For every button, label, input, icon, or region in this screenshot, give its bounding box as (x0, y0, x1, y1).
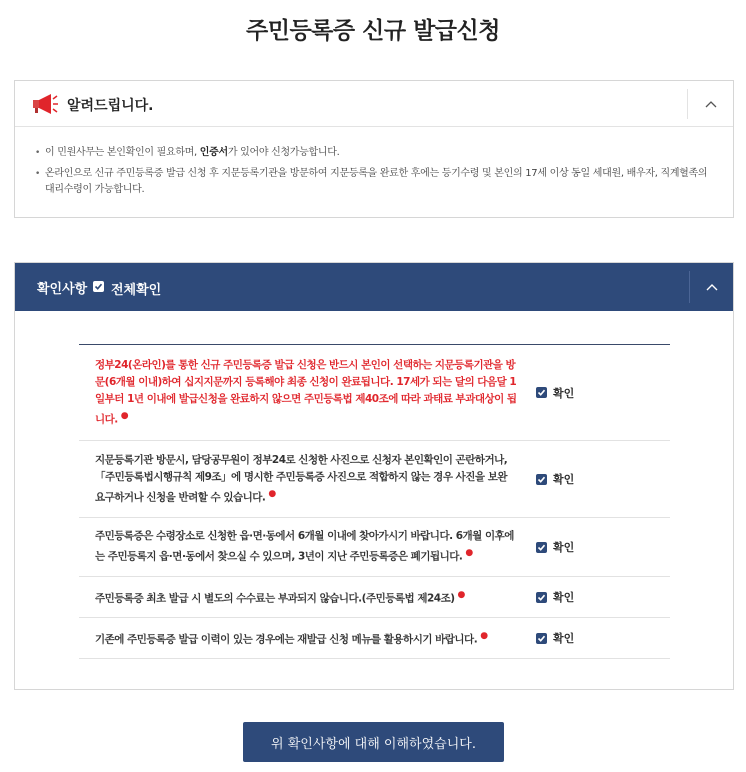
confirm-item-checkbox[interactable]: 확인 (536, 589, 574, 605)
checkbox-checked-icon (536, 474, 547, 485)
confirm-item-checkbox[interactable]: 확인 (536, 539, 574, 555)
checkbox-checked-icon (536, 387, 547, 398)
notice-collapse-button[interactable] (687, 89, 733, 119)
notice-item: • 이 민원사무는 본인확인이 필요하며, 인증서가 있어야 신청가능합니다. (35, 145, 715, 161)
confirm-item (79, 345, 670, 441)
checkbox-checked-icon (536, 592, 547, 603)
notice-item: • 온라인으로 신규 주민등록증 발급 신청 후 지문등록기관을 방문하여 지문등록을 완료한 후에는 등기수령 및 본인의 17세 이상 동일 세대원, 배우자, 직계혈족의 대리수령이 가능합니다. (35, 166, 715, 198)
select-all-label[interactable]: 전체확인 (111, 283, 162, 298)
required-dot: ● (465, 548, 473, 559)
checkbox-checked-icon (536, 542, 547, 553)
chevron-up-icon (706, 283, 718, 291)
confirm-item-text: 기존에 주민등록증 발급 이력이 있는 경우에는 재발급 신청 메뉴를 활용하시기 바랍니다. ● (95, 630, 488, 646)
select-all-checkbox[interactable] (93, 281, 104, 292)
confirm-item (79, 618, 670, 659)
confirm-item-text: 주민등록증 최초 발급 시 별도의 수수료는 부과되지 않습니다.(주민등록법 제24조) ● (95, 589, 465, 605)
submit-button[interactable]: 위 확인사항에 대해 이해하였습니다. (243, 722, 504, 762)
confirm-item (79, 518, 670, 577)
required-dot: ● (457, 589, 465, 600)
required-dot: ● (268, 488, 276, 499)
confirm-collapse-button[interactable] (689, 271, 733, 303)
confirm-item-text: 지문등록기관 방문시, 담당공무원이 정부24로 신청한 사진으로 신청자 본인확인이 곤란하거나, 「주민등록법시행규칙 제9조」에 명시한 주민등록증 사진으로 적합하지 않는 경우 사진을 보완 요구하거나 신청을 반려할 수 있습니다. ● (95, 453, 508, 504)
checkbox-checked-icon (94, 282, 103, 291)
notice-header (15, 81, 733, 127)
confirm-item (79, 577, 670, 618)
confirm-item-checkbox[interactable]: 확인 (536, 630, 574, 646)
confirm-list (79, 344, 670, 659)
confirm-item-text: 주민등록증은 수령장소로 신청한 읍·면·동에서 6개월 이내에 찾아가시기 바랍니다. 6개월 이후에는 주민등록지 읍·면·동에서 찾으실 수 있으며, 3년이 지난 주민등록증은 폐기됩니다. ● (95, 530, 514, 563)
page-title: 주민등록증 신규 발급신청 (246, 18, 500, 44)
confirm-item (79, 441, 670, 518)
confirm-panel (14, 262, 734, 690)
required-dot: ● (480, 630, 488, 641)
confirm-section-title: 확인사항 (37, 282, 88, 297)
required-dot: ● (120, 410, 129, 421)
notice-title: 알려드립니다. (67, 98, 154, 114)
checkbox-checked-icon (536, 633, 547, 644)
notice-list (15, 127, 733, 198)
confirm-item-text: 정부24(온라인)를 통한 신규 주민등록증 발급 신청은 반드시 본인이 선택하는 지문등록기관을 방문(6개월 이내)하여 십지지문까지 등록해야 최종 신청이 완료됩니다. 17세가 되는 달의 다음달 1일부터 1년 이내에 발급신청을 완료하지 않으면 주민등록법 제40조에 따라 과태료 부과대상이 됩니다. ● (95, 358, 517, 426)
confirm-item-checkbox[interactable]: 확인 (536, 385, 574, 401)
confirm-item-checkbox[interactable]: 확인 (536, 471, 574, 487)
chevron-up-icon (705, 100, 717, 108)
confirm-header (15, 263, 733, 311)
megaphone-icon (31, 93, 59, 115)
notice-panel (14, 80, 734, 218)
